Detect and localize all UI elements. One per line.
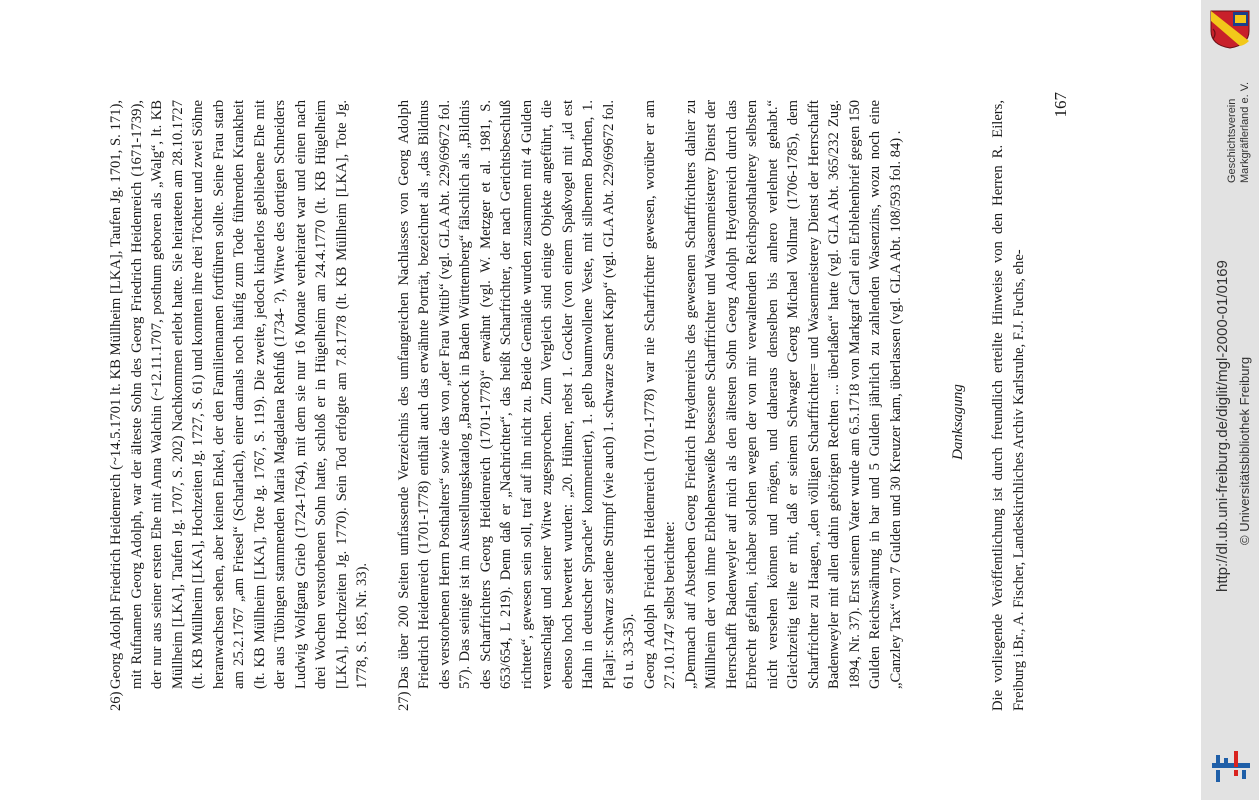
footnote-26 bbox=[106, 100, 373, 711]
acknowledgement-text: Die vorliegende Veröffentlichung ist durch freundlich erteilte Hinweise von den Herren R. Eilers, Freiburg i.Br., A. Fischer, Landeskirchliches Archiv Karlsruhe, F.J. Fuchs, ehe- bbox=[990, 100, 1027, 711]
coat-of-arms-icon bbox=[1207, 9, 1253, 49]
copyright-notice: © Universitätsbibliothek Freiburg bbox=[1237, 356, 1252, 545]
acknowledgement-heading: Danksagung bbox=[950, 384, 966, 460]
footnote-paragraph: Georg Adolph Friedrich Heidenreich (~14.5.1701 lt. KB Müllheim [LKA], Taufen Jg. 1701, S. 171), mit Rufnamen Georg Adolph, war der älteste Sohn des Georg Friedrich Heidenreich (1671-1739), der nur aus seiner ersten Ehe mit Anna Walchin (~12.11.1707, posthum geboren als „Walg“, lt. KB Müllheim [LKA], Taufen Jg. 1707, S. 202) Nachkommen erlebt hatte. Sie heirateten am 28.10.1727 (lt. KB Müllheim [LKA], Hochzeiten Jg. 1727, S. 61) und konnten ihre drei Töchter und zwei Söhne heranwachsen sehen, aber keinen Enkel, der den Familiennamen fortführen sollte. Seine Frau starb am 25.2.1767 „am Friesel“ (Scharlach), einer damals noch häufig zum Tode führenden Krankheit (lt. KB Müllheim [LKA], Tote Jg. 1767, S. 119). Die zweite, jedoch kinderlos gebliebene Ehe mit der aus Tübingen stammenden Maria Magdalena Rehfuß (1734- ?), Witwe des dortigen Schneiders Ludwig Wolfgang Grieb (1724-1764), mit dem sie nur 16 Monate verheiratet war und einen nach drei Wochen verstorbenen Sohn hatte, schloß er in Hügelheim am 24.4.1770 (lt. KB Hügelheim [LKA], Hochzeiten Jg. 1770). Sein Tod erfolgte am 7.8.1778 (lt. KB Müllheim [LKA], Tote Jg. 1778, S. 185, Nr. 33). bbox=[108, 100, 370, 689]
footnote-number: 26) bbox=[108, 691, 124, 711]
page-number: 167 bbox=[1051, 92, 1070, 118]
footnotes-block bbox=[106, 100, 904, 711]
footnote-paragraph: Georg Adolph Friedrich Heidenreich (1701-1778) war nie Scharfrichter gewesen, worüber er am 27.10.1747 selbst berichtete: bbox=[641, 100, 678, 689]
footnote-27 bbox=[394, 100, 907, 711]
footnote-paragraph: Das über 200 Seiten umfassende Verzeichnis des umfangreichen Nachlasses von Georg Adolph Friedrich Heidenreich (1701-1778) enthält auch das erwähnte Porträt, bezeichnet als „das Bildnus des verstorbenen Herrn Posthalters“ sowie das von „der Frau Wittib“ (vgl. GLA Abt. 229/69672 fol. 57). Das seinige ist im Ausstellungskatalog „Barock in Baden Württemberg“ fälschlich als „Bildnis des Scharfrichters Georg Heidenreich (1701-1778)“ erwähnt (vgl. W. Metzger et al. 1981, S. 653/654, L 219). Denn daß er „Nachrichter“, das heißt Scharfrichter, der nach Gerichtsbeschluß richtete“, gewesen sein soll, traf auf ihn nicht zu. Beide Gemälde wurden zusammen mit 4 Gulden veranschlagt und seiner Witwe zugesprochen. Zum Vergleich sind einige Objekte angeführt, die ebenso hoch bewertet wurden: „20. Hühner, nebst 1. Gockler (von einem Spaßvogel mit „id est Hahn in deutscher Sprache“ kommentiert), 1. gelb baumwollene Veste, mit silbernen Borthen, 1. P[aa]r: schwarz seidene Strimpf (wie auch) 1. schwarze Samet Kapp“ (vgl. GLA Abt. 229/69672 fol. 61 u. 33-35). bbox=[395, 100, 637, 689]
source-url-link[interactable]: http://dl.ub.uni-freiburg.de/diglit/mgl-2000-01/0169 bbox=[1214, 260, 1231, 592]
university-library-logo-icon bbox=[1210, 748, 1252, 784]
footnote-paragraph: „Demnach auf Absterben Georg Friedrich Heydenreichs des gewesenen Scharffrichters dahier zu Müllheim der von ihme Erblehensweiße besessene Scharffrichter und Waasenmeisterey Dienst der Herrschafft Badenweyler auf mich als den ältesten Sohn Georg Adolph Heydenreich durch das Erbrecht gefallen, ichaber solchen wegen der von mir verwaltenden Reichsposthalterey selbsten nicht versehen können und mögen, und daheraus denselben bis anhero verlehnet gehabt.“ Gleichzeitig teilte er mit, daß er seinem Schwager Georg Michael Vollmar (1706-1785), dem Scharfrichter zu Haagen, „den völligen Scharffrichter= und Wasenmeisterey Dienst der Herrschafft Badenweyler mit allen dahin gehörigen Rechten ... überlaßen“ hatte (vgl. GLA Abt. 365/232 Zug. 1894, Nr. 37). Erst seinem Vater wurde am 6.5.1718 von Markgraf Carl ein Erblehenbrief gegen 150 Gulden Reichswährung in bar und 5 Gulden jährlich zu zahlenden Wasenzins, wozu noch eine „Canzley Tax“ von 7 Gulden und 30 Kreuzer kam, überlassen (vgl. GLA Abt. 108/593 fol. 84) . bbox=[682, 100, 904, 689]
society-name-line2: Markgräflerland e. V. bbox=[1239, 81, 1251, 183]
footnote-number: 27) bbox=[395, 691, 412, 711]
society-name-line1: Geschichtsverein bbox=[1226, 98, 1238, 183]
